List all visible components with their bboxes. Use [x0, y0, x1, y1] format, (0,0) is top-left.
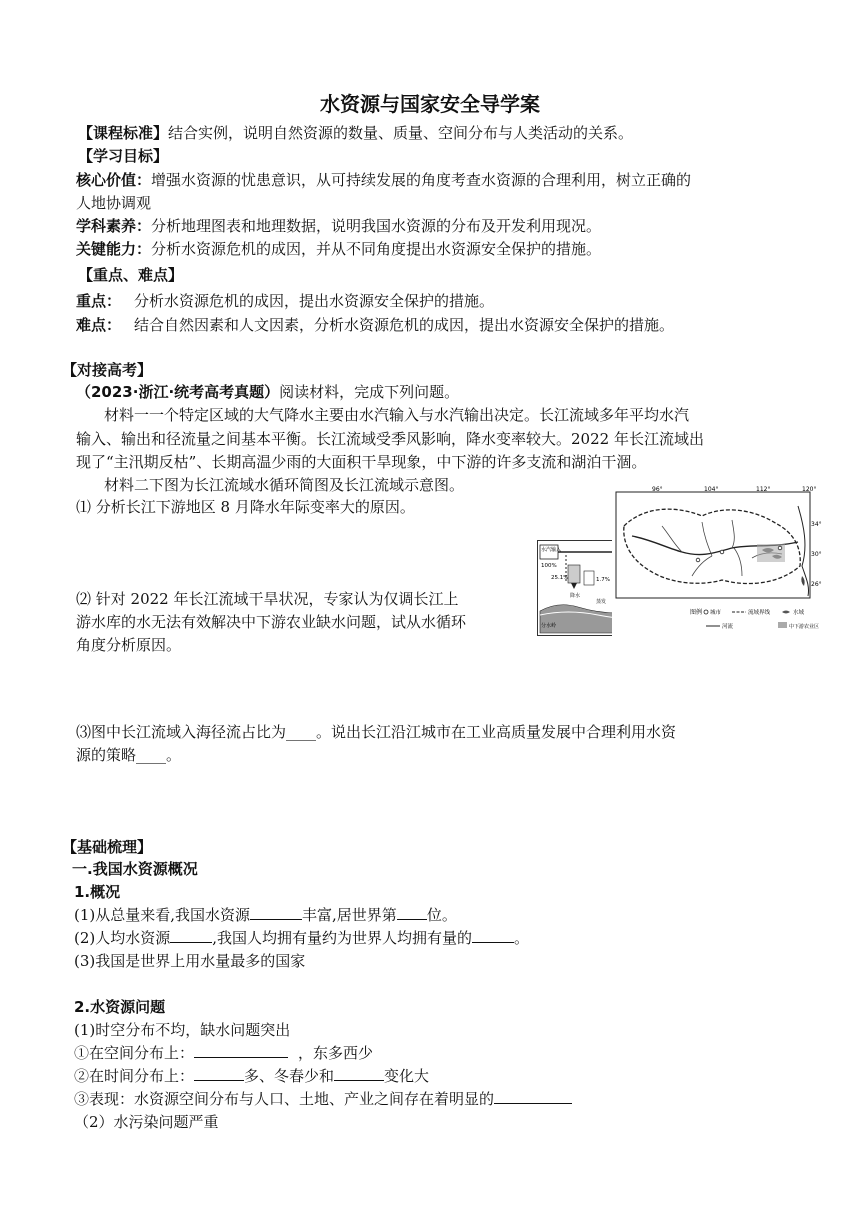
basics-line-8: （2）水污染问题严重 — [74, 1113, 219, 1131]
exam-intro-text: 阅读材料，完成下列问题。 — [279, 383, 460, 401]
basics-line-4: (1)时空分布不均，缺水问题突出 — [74, 1021, 291, 1039]
basics-heading: 【基础梳理】 — [62, 838, 153, 856]
map-lon-96: 96° — [652, 486, 663, 493]
blank-per-capita[interactable] — [170, 927, 212, 943]
hard-point — [76, 314, 674, 336]
core-value — [76, 169, 691, 191]
question-3-line-2: 源的策略____。 — [76, 746, 182, 764]
literacy-text: 分析地理图表和地理数据，说明我国水资源的分布及开发利用现况。 — [151, 217, 602, 235]
key-point-text: 分析水资源危机的成因，提出水资源安全保护的措施。 — [134, 292, 495, 310]
ability-text: 分析水资源危机的成因，并从不同角度提出水资源安全保护的措施。 — [151, 240, 602, 258]
exam-heading: 【对接高考】 — [62, 361, 153, 379]
goals-heading: 【学习目标】 — [78, 147, 169, 165]
map-legend-boundary: 流域界线 — [748, 610, 771, 616]
map-legend-river: 河流 — [722, 624, 734, 630]
map-legend-mid: 中下游农业区 — [789, 624, 820, 630]
basics-line-5-a: ①在空间分布上： — [74, 1044, 195, 1062]
blank-year[interactable] — [334, 1065, 384, 1081]
hard-point-text: 结合自然因素和人文因素，分析水资源危机的成因，提出水资源安全保护的措施。 — [134, 316, 675, 334]
basics-line-6-b: 多、冬春少和 — [244, 1067, 335, 1085]
blank-spatial[interactable] — [194, 1042, 288, 1058]
exam-intro — [76, 381, 459, 403]
ability-label: 关键能力： — [76, 240, 152, 258]
basics-line-1-c: 位。 — [426, 906, 457, 924]
course-standard-text: 结合实例，说明自然资源的数量、质量、空间分布与人类活动的关系。 — [168, 124, 634, 142]
course-standard-label: 【课程标准】 — [78, 124, 169, 142]
cycle-precip-label: 降水 — [570, 593, 581, 599]
basics-line-2-c: 。 — [514, 929, 530, 947]
map-lon-104: 104° — [704, 486, 719, 493]
cycle-percent-precip: 25.1% — [551, 575, 569, 581]
question-3-line-1: ⑶图中长江流域入海径流占比为____。说出长江沿江城市在工业高质量发展中合理利用水资 — [76, 723, 677, 741]
hard-point-label: 难点： — [76, 316, 122, 334]
material-one-line-3: 现了“主汛期反枯”、长期高温少雨的大面积干旱现象，中下游的许多支流和湖泊干涸。 — [76, 453, 647, 471]
section-1-1-heading: 1.概况 — [74, 883, 121, 901]
basics-line-5 — [74, 1042, 373, 1064]
material-one-line-2: 输入、输出和径流量之间基本平衡。长江流域受季风影响，降水变率较大。2022 年长江流域出 — [76, 430, 704, 448]
core-value-text: 增强水资源的忧患意识，从可持续发展的角度考查水资源的合理利用，树立正确的 — [151, 171, 692, 189]
question-2-line-2: 游水库的水无法有效解决中下游农业缺水问题，试从水循环 — [76, 613, 467, 631]
cycle-evap-label: 蒸发 — [596, 599, 607, 605]
blank-world-rank[interactable] — [397, 904, 427, 920]
cycle-percent-input: 100% — [541, 563, 557, 569]
blank-total-amount[interactable] — [250, 904, 302, 920]
basics-line-2 — [74, 927, 529, 949]
core-value-continued: 人地协调观 — [76, 194, 152, 212]
section-2-heading: 2.水资源问题 — [74, 998, 166, 1016]
course-standard — [78, 122, 633, 144]
blank-season[interactable] — [194, 1065, 244, 1081]
material-two: 材料二下图为长江流域水循环简图及长江流域示意图。 — [104, 476, 465, 494]
map-legend-city: 城市 — [710, 610, 722, 616]
literacy-label: 学科素养： — [76, 217, 152, 235]
basics-line-2-b: ,我国人均拥有量约为世界人均拥有量的 — [212, 929, 473, 947]
basics-line-1 — [74, 904, 457, 926]
basics-line-6 — [74, 1065, 429, 1087]
cycle-divide-label: 分水岭 — [541, 623, 557, 629]
cycle-in-label: 水汽输入 — [541, 547, 562, 553]
exam-source: （2023·浙江·统考高考真题） — [76, 383, 280, 401]
question-1: ⑴ 分析长江下游地区 8 月降水年际变率大的原因。 — [76, 498, 415, 516]
basics-line-3: (3)我国是世界上用水量最多的国家 — [74, 952, 306, 970]
page-title: 水资源与国家安全导学案 — [320, 92, 540, 116]
key-point — [76, 290, 494, 312]
map-lon-120: 120° — [802, 486, 817, 493]
key-points-heading: 【重点、难点】 — [78, 266, 184, 284]
basics-line-2-a: (2)人均水资源 — [74, 929, 171, 947]
map-legend-lake: 水域 — [793, 610, 805, 616]
basics-line-6-c: 变化大 — [384, 1067, 430, 1085]
question-2-line-3: 角度分析原因。 — [76, 636, 182, 654]
material-one-line-1: 材料一一个特定区域的大气降水主要由水汽输入与水汽输出决定。长江流域多年平均水汽 — [104, 406, 690, 424]
basics-line-7-a: ③表现：水资源空间分布与人口、土地、产业之间存在着明显的 — [74, 1090, 495, 1108]
blank-mismatch[interactable] — [494, 1088, 572, 1104]
cycle-percent-evap: 1.7% — [596, 577, 610, 583]
question-2-line-1: ⑵ 针对 2022 年长江流域干旱状况，专家认为仅调长江上 — [76, 590, 459, 608]
basics-line-5-b: ，东多西少 — [298, 1044, 374, 1062]
map-lat-30: 30° — [811, 551, 822, 558]
basics-line-1-a: (1)从总量来看,我国水资源 — [74, 906, 251, 924]
basics-line-7 — [74, 1088, 572, 1110]
section-1-heading: 一.我国水资源概况 — [72, 860, 198, 878]
map-lat-26: 26° — [811, 581, 822, 588]
basics-line-1-b: 丰富,居世界第 — [302, 906, 397, 924]
map-lon-112: 112° — [756, 486, 771, 493]
map-legend-title: 图例 — [690, 609, 703, 616]
literacy — [76, 215, 601, 237]
map-lat-34: 34° — [811, 521, 822, 528]
yangtze-basin-map — [612, 486, 822, 636]
blank-ratio[interactable] — [472, 927, 514, 943]
ability — [76, 238, 601, 260]
core-value-label: 核心价值： — [76, 171, 152, 189]
key-point-label: 重点： — [76, 292, 122, 310]
basics-line-6-a: ②在时间分布上： — [74, 1067, 195, 1085]
